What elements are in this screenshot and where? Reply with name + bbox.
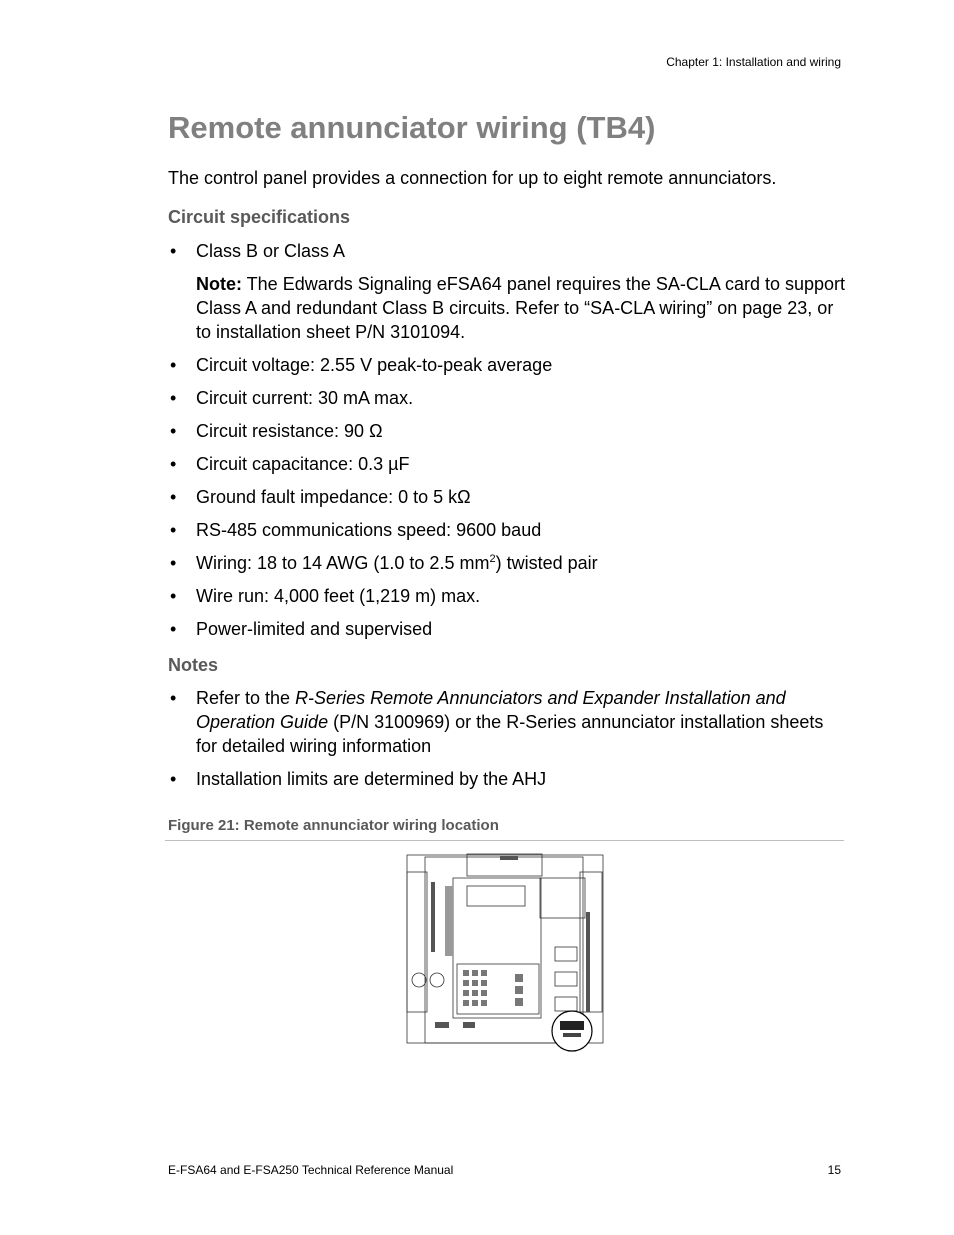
- tb4-highlight: [552, 1011, 592, 1051]
- reference-text-end: (P/N 3100969) or the R-Series annunciator installation sheets for detailed wiring information: [196, 712, 824, 756]
- knob-left: [412, 973, 426, 987]
- spec-power: • Power-limited and supervised: [168, 617, 848, 641]
- reference-text: Refer to the: [196, 688, 296, 708]
- spec-wiring: [168, 551, 848, 575]
- spec-rs485: • RS-485 communications speed: 9600 baud: [168, 518, 848, 542]
- left-bracket: [407, 872, 427, 1012]
- notes-list: [168, 686, 848, 800]
- page-number: 15: [827, 1163, 841, 1177]
- spec-wire-run: • Wire run: 4,000 feet (1,219 m) max.: [168, 584, 848, 608]
- spec-capacitance: • Circuit capacitance: 0.3 µF: [168, 452, 848, 476]
- circuit-specifications-heading: Circuit specifications: [168, 207, 351, 227]
- caption-rule: [165, 840, 844, 841]
- lcd-display: [467, 886, 525, 906]
- wiring-text: Wiring: 18 to 14 AWG (1.0 to 2.5 mm: [196, 553, 490, 573]
- center-module: [453, 878, 541, 1018]
- note-reference: [168, 686, 848, 758]
- right-card: [540, 878, 585, 918]
- figure-caption: Figure 21: Remote annunciator wiring location: [168, 817, 499, 834]
- spec-class: • Class B or Class A: [168, 239, 848, 263]
- knob-right: [430, 973, 444, 987]
- spec-ground-fault: • Ground fault impedance: 0 to 5 kΩ: [168, 485, 848, 509]
- note-text: The Edwards Signaling eFSA64 panel requires the SA-CLA card to support Class A and redundant Class B circuits. Refer to “SA-CLA wiring” on page 23, or to installation sheet P/N 3101094.: [196, 274, 846, 342]
- notes-heading: Notes: [168, 655, 219, 675]
- guide-title: R-Series Remote Annunciators and Expander Installation and Operation Guide: [196, 688, 786, 732]
- note-label: Note:: [196, 274, 242, 294]
- wiring-text-end: ) twisted pair: [495, 553, 598, 573]
- panel-wiring-diagram: [405, 852, 605, 1057]
- intro-paragraph: The control panel provides a connection for up to eight remote annunciators.: [168, 168, 777, 188]
- footer-manual-title: E-FSA64 and E-FSA250 Technical Reference Manual: [168, 1163, 454, 1177]
- page-title: Remote annunciator wiring (TB4): [168, 110, 656, 145]
- wiring-superscript: 2: [489, 553, 496, 565]
- keypad-area: [457, 964, 539, 1014]
- relay-2: [555, 972, 577, 986]
- relay-3: [555, 997, 577, 1011]
- spec-resistance: • Circuit resistance: 90 Ω: [168, 419, 848, 443]
- spec-current: • Circuit current: 30 mA max.: [168, 386, 848, 410]
- circuit-specifications-list: [168, 239, 848, 650]
- running-header: Chapter 1: Installation and wiring: [666, 55, 841, 69]
- note-limits: • Installation limits are determined by the AHJ: [168, 767, 848, 791]
- spec-voltage: • Circuit voltage: 2.55 V peak-to-peak average: [168, 353, 848, 377]
- relay-1: [555, 947, 577, 961]
- spec-note: [168, 272, 848, 344]
